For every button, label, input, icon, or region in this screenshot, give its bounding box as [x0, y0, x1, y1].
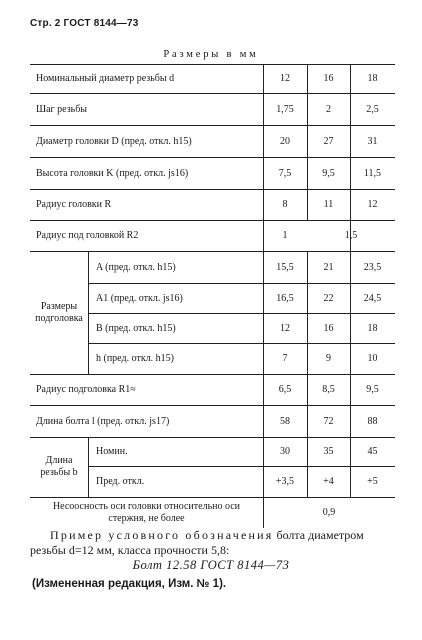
example-rest: болта диаметром: [273, 528, 364, 542]
value-cell: 72: [323, 415, 334, 427]
value-cell: 24,5: [363, 292, 382, 304]
value-cell: +4: [323, 476, 334, 487]
group-divider: [88, 437, 89, 497]
row-label: Пред. откл.: [96, 476, 145, 487]
value-cell: 15,5: [276, 261, 294, 273]
value-cell: 11,5: [363, 167, 382, 179]
value-cell: 31: [367, 135, 378, 147]
value-cell: 1,75: [276, 103, 294, 115]
value-cell: 9: [326, 353, 331, 364]
value-cell: 12: [280, 322, 290, 334]
row-label: Шаг резьбы: [36, 103, 88, 115]
group-label: Длина резьбы b: [40, 455, 78, 478]
value-cell: 21: [323, 261, 334, 273]
value-cell: 1: [282, 230, 288, 241]
row-label: Номин.: [96, 446, 128, 457]
value-cell: 35: [323, 446, 334, 457]
value-cell: 18: [367, 322, 378, 334]
row-label: h (пред. откл. h15): [96, 353, 174, 364]
value-cell: 23,5: [363, 261, 382, 273]
row-label: Радиус под головкой R2: [36, 230, 139, 241]
value-cell: 16: [323, 73, 334, 84]
value-cell: 45: [367, 446, 378, 457]
row-label: Номинальный диаметр резьбы d: [36, 73, 175, 84]
value-cell: 8,5: [322, 384, 335, 395]
value-cell: 2,5: [366, 103, 379, 115]
value-cell: 9,5: [366, 384, 379, 395]
row-label: Радиус головки R: [36, 199, 112, 210]
value-cell: 18: [367, 73, 378, 84]
row-label: B (пред. откл. h15): [96, 322, 176, 334]
value-cell: 11: [323, 199, 334, 210]
value-cell: 2: [326, 103, 331, 115]
designation-example: Болт 12.58 ГОСТ 8144—73: [132, 558, 290, 572]
value-cell: +3,5: [275, 476, 295, 487]
value-cell: 88: [367, 415, 378, 427]
value-cell: 7: [282, 353, 288, 364]
row-label: Диаметр головки D (пред. откл. h15): [36, 135, 192, 147]
value-cell: 20: [280, 135, 290, 147]
group-label: Размеры подголовка: [35, 300, 83, 324]
group-divider: [88, 251, 89, 374]
row-label: Длина болта l (пред. откл. js17): [36, 415, 170, 427]
row-label: Высота головки K (пред. откл. js16): [36, 167, 189, 179]
value-cell-merged: 0,9: [322, 507, 336, 518]
value-cell-merged: 1,5: [344, 230, 358, 241]
example-line-1: [50, 528, 364, 543]
value-cell: 12: [367, 199, 378, 210]
value-cell: 22: [323, 292, 334, 304]
value-cell: +5: [367, 476, 378, 487]
example-line-2: резьбы d=12 мм, класса прочности 5,8:: [30, 543, 230, 557]
amendment-note: (Измененная редакция, Изм. № 1).: [32, 578, 227, 590]
value-cell: 58: [280, 415, 290, 427]
value-cell: 9,5: [322, 167, 335, 179]
page-header: Стр. 2 ГОСТ 8144—73: [30, 18, 139, 29]
value-cell: 7,5: [278, 167, 292, 179]
value-cell: 12: [280, 73, 290, 84]
value-cell: 10: [367, 353, 378, 364]
units-caption: Размеры в мм: [163, 49, 259, 60]
value-cell: 16,5: [276, 292, 294, 304]
row-label: A1 (пред. откл. js16): [96, 292, 183, 304]
value-cell: 8: [282, 199, 288, 210]
value-cell: 30: [280, 446, 290, 457]
value-cell: 6,5: [278, 384, 292, 395]
value-cell: 16: [323, 322, 334, 334]
row-label: Радиус подголовка R1≈: [36, 384, 136, 395]
row-label: A (пред. откл. h15): [96, 261, 176, 273]
row-label: Несоосность оси головки относительно оси стержня, не более: [52, 500, 241, 524]
example-lead: Пример условного обозначения: [50, 528, 274, 542]
value-cell: 27: [323, 135, 334, 147]
